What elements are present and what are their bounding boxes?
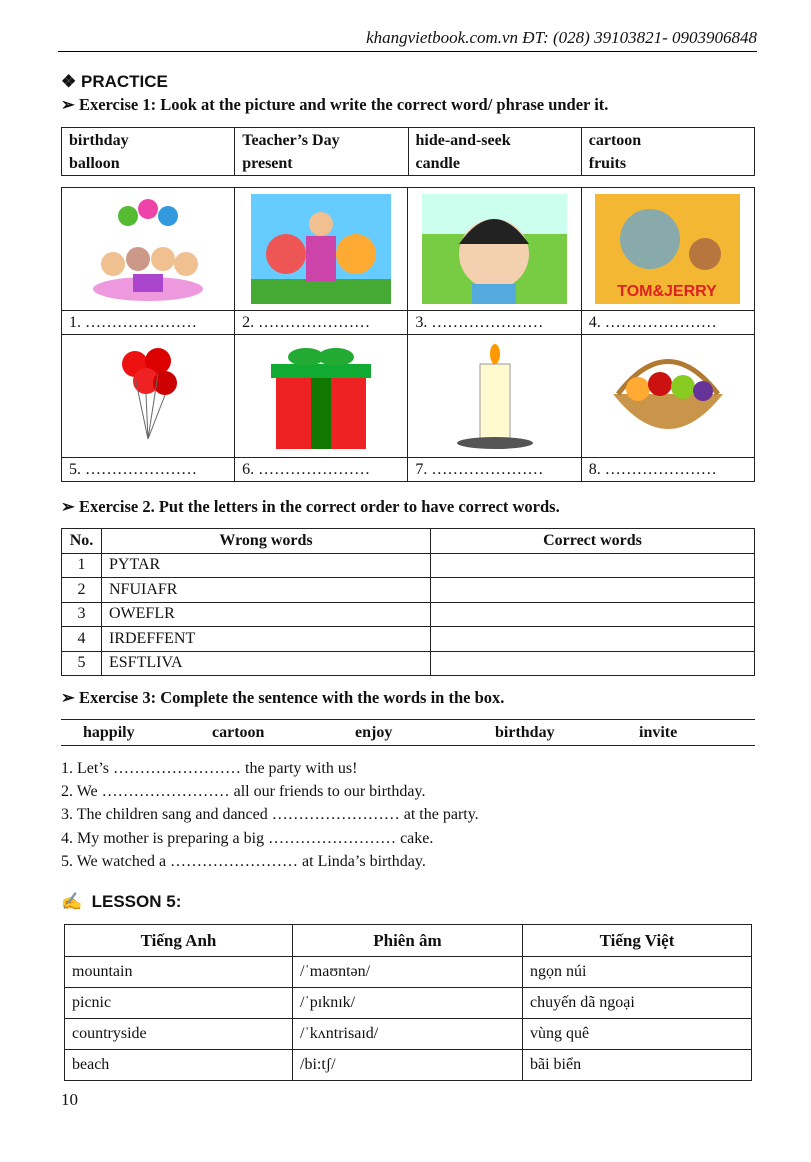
tom-and-jerry-cartoon-image <box>581 188 754 311</box>
exercise1-picture-table <box>61 187 755 482</box>
exercise2-title: Exercise 2. Put the letters in the correct order to have correct words. <box>78 497 560 516</box>
word-option: happily <box>83 723 135 741</box>
diamond-bullet-icon: ❖ <box>61 72 77 91</box>
answer-label-5[interactable]: 5. ………………… <box>62 458 235 482</box>
table-row: beach /bi:tʃ/ bãi biển <box>65 1050 752 1081</box>
answer-label-1[interactable]: 1. ………………… <box>62 311 235 335</box>
svg-text:TOM&JERRY: TOM&JERRY <box>617 283 718 300</box>
exercise1-word-box <box>61 127 755 176</box>
sentence-2: 2. We …………………… all our friends to our birthday. <box>61 783 426 800</box>
practice-title: PRACTICE <box>80 72 168 91</box>
sentence-1: 1. Let’s …………………… the party with us! <box>61 760 358 777</box>
practice-heading <box>61 72 168 92</box>
column-header: Wrong words <box>102 529 431 554</box>
exercise3-word-box <box>61 719 755 746</box>
answer-cell[interactable] <box>431 578 755 603</box>
present-image <box>235 335 408 458</box>
answer-cell[interactable] <box>431 602 755 627</box>
answer-label-8[interactable]: 8. ………………… <box>581 458 754 482</box>
candle-image <box>408 335 581 458</box>
teachers-day-image <box>235 188 408 311</box>
table-row: 5 ESFTLIVA <box>62 651 755 676</box>
vocabulary-table <box>64 924 752 1081</box>
sentence-5: 5. We watched a …………………… at Linda’s birthday. <box>61 853 426 870</box>
exercise2-table <box>61 528 755 676</box>
column-header: Tiếng Anh <box>65 925 293 957</box>
fruit-basket-image <box>581 335 754 458</box>
answer-cell[interactable] <box>431 651 755 676</box>
page-number: 10 <box>61 1090 78 1109</box>
lesson5-title: LESSON 5: <box>91 892 182 911</box>
answer-cell[interactable] <box>431 553 755 578</box>
table-row: picnic /ˈpɪknɪk/ chuyến dã ngoại <box>65 988 752 1019</box>
exercise2-heading <box>61 497 560 517</box>
answer-label-4[interactable]: 4. ………………… <box>581 311 754 335</box>
balloons-image <box>62 335 235 458</box>
arrow-bullet-icon: ➢ <box>61 95 75 114</box>
table-row: 2 NFUIAFR <box>62 578 755 603</box>
page-header: khangvietbook.com.vn ĐT: (028) 39103821- 0903906848 <box>58 28 757 52</box>
birthday-party-image <box>62 188 235 311</box>
word-option: cartoon <box>212 723 265 741</box>
exercise3-title: Exercise 3: Complete the sentence with the words in the box. <box>78 688 505 707</box>
sentence-4: 4. My mother is preparing a big …………………… cake. <box>61 830 434 847</box>
answer-label-3[interactable]: 3. ………………… <box>408 311 581 335</box>
word-option: birthday <box>495 723 555 741</box>
column-header: Tiếng Việt <box>523 925 752 957</box>
column-header: Phiên âm <box>293 925 523 957</box>
answer-label-7[interactable]: 7. ………………… <box>408 458 581 482</box>
table-row: countryside /ˈkʌntrisaɪd/ vùng quê <box>65 1019 752 1050</box>
table-row: 3 OWEFLR <box>62 602 755 627</box>
word-option: enjoy <box>355 723 393 741</box>
answer-label-2[interactable]: 2. ………………… <box>235 311 408 335</box>
word-cell: birthday balloon <box>62 128 235 176</box>
word-cell: Teacher’s Day present <box>235 128 408 176</box>
writing-hand-icon: ✍ <box>61 892 83 911</box>
sentence-3: 3. The children sang and danced …………………… at the party. <box>61 806 479 823</box>
word-option: invite <box>639 723 678 741</box>
hide-and-seek-image <box>408 188 581 311</box>
column-header: Correct words <box>431 529 755 554</box>
word-cell: cartoon fruits <box>581 128 754 176</box>
exercise1-heading <box>61 95 608 115</box>
arrow-bullet-icon: ➢ <box>61 688 75 707</box>
table-row: 4 IRDEFFENT <box>62 627 755 652</box>
table-row: mountain /ˈmaʊntən/ ngọn núi <box>65 957 752 988</box>
exercise3-heading <box>61 688 504 708</box>
answer-label-6[interactable]: 6. ………………… <box>235 458 408 482</box>
column-header: No. <box>62 529 102 554</box>
table-row: 1 PYTAR <box>62 553 755 578</box>
exercise1-title: Exercise 1: Look at the picture and write the correct word/ phrase under it. <box>78 95 609 114</box>
word-cell: hide-and-seek candle <box>408 128 581 176</box>
arrow-bullet-icon: ➢ <box>61 497 75 516</box>
lesson5-heading <box>61 892 181 912</box>
answer-cell[interactable] <box>431 627 755 652</box>
